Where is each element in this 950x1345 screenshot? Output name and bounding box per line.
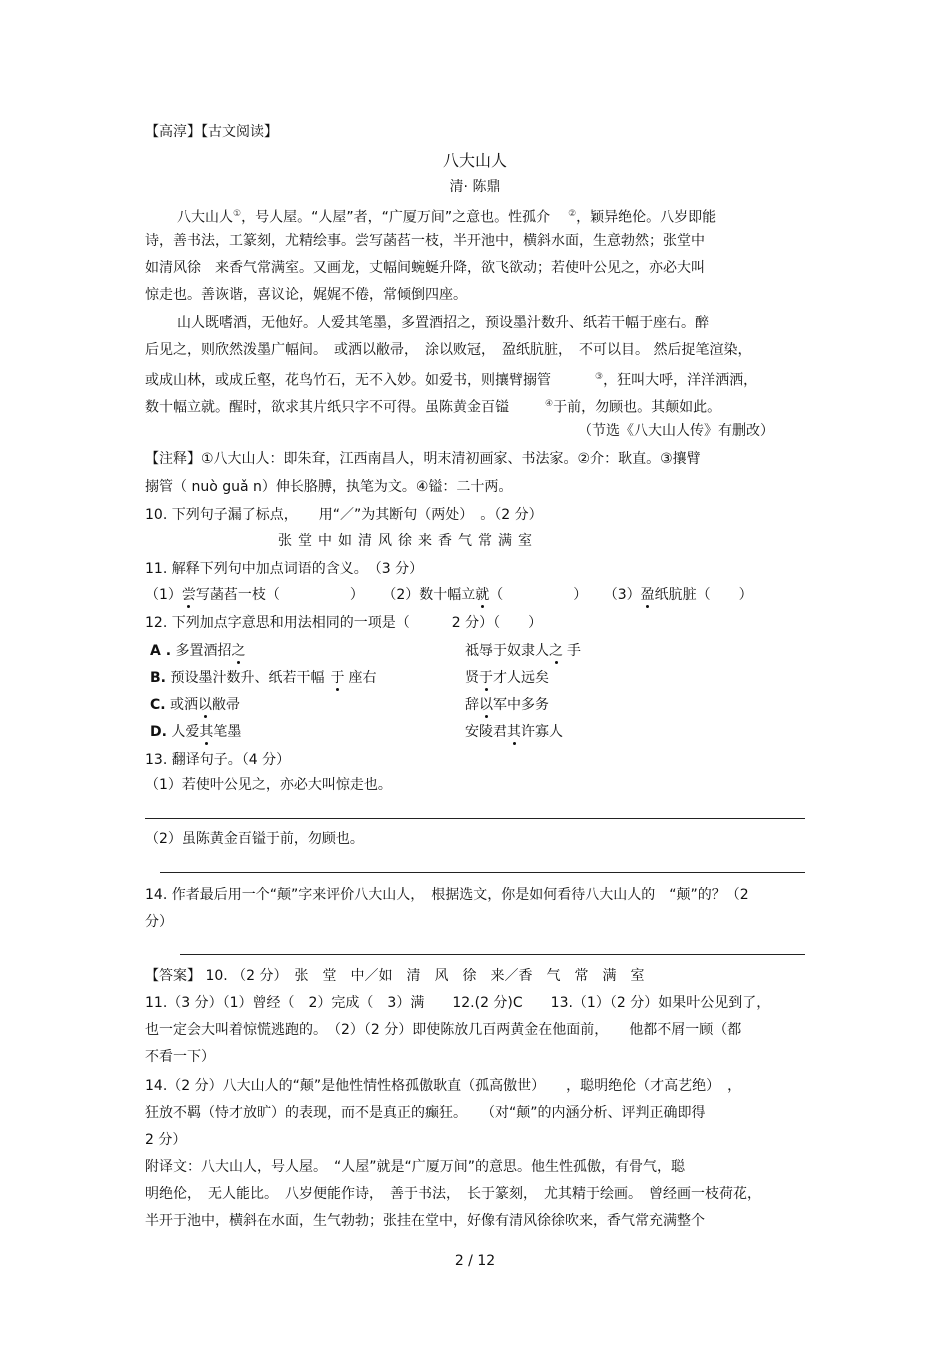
- question-13-stem: 13. 翻译句子。（4 分）: [145, 752, 291, 768]
- answer-line-text: 2 分）: [145, 1132, 187, 1148]
- option-c-compare: 辞以军中多务: [465, 697, 549, 713]
- dotted-word: 于: [330, 670, 345, 686]
- notes-line: 【注释】①八大山人：即朱耷，江西南昌人，明末清初画家、书法家。②介：耿直。③攘臂: [145, 451, 701, 467]
- dotted-word: 以: [479, 697, 493, 713]
- answer-line: [180, 954, 805, 955]
- passage-line: 诗，善书法，工篆刻，尤精绘事。尝写菡萏一枝，半开池中，横斜水面，生意勃然；张堂中: [145, 233, 705, 249]
- answer-line-text: 也一定会大叫着惊慌逃跑的。 （2）（2 分）即使陈放几百两黄金在他面前， 他都不屑一顾（都: [145, 1022, 742, 1038]
- passage-source: （节选《八大山人传》有删改）: [578, 423, 774, 439]
- passage-title: 八大山人: [442, 151, 507, 170]
- option-d-compare: 安陵君其许寡人: [465, 724, 563, 740]
- passage-line: 惊走也。善诙谐，喜议论，娓娓不倦，常倾倒四座。: [145, 287, 467, 303]
- dotted-word: 尝: [181, 587, 196, 603]
- question-13-sentence-2: （2）虽陈黄金百镒于前，勿顾也。: [145, 831, 364, 847]
- answer-line: [160, 872, 805, 873]
- footnote-marker: ③: [595, 372, 604, 382]
- dotted-word: 于: [479, 670, 493, 686]
- question-12-stem: 12. 下列加点字意思和用法相同的一项是（ 2 分）（ ）: [145, 615, 543, 631]
- answer-line-text: 狂放不羁（恃才放旷）的表现，而不是真正的癫狂。 （对“颠”的内涵分析、评判正确即得: [145, 1105, 706, 1121]
- notes-line: 搦管（ nuò guǎ n）伸长胳膊，执笔为文。④镒：二十两。: [145, 479, 513, 495]
- passage-author: 清· 陈鼎: [449, 179, 501, 195]
- translation-line: 半开于池中，横斜在水面，生气勃勃；张挂在堂中，好像有清风徐徐吹来，香气常充满整个: [145, 1213, 705, 1229]
- dotted-word: 其: [507, 724, 521, 740]
- dotted-word: 之: [549, 643, 563, 659]
- dotted-word: 之: [231, 643, 246, 659]
- option-b: B. 预设墨汁数升、纸若干幅 于 座右: [150, 670, 377, 686]
- question-11-items: （1）尝写菡萏一枝（ ） （2）数十幅立就（ ） （3）盈纸肮脏（ ）: [145, 587, 753, 603]
- header-location: 【高淳】: [145, 124, 201, 140]
- footnote-marker: ④: [545, 399, 554, 409]
- question-13-sentence-1: （1）若使叶公见之，亦必大叫惊走也。: [145, 777, 392, 793]
- dotted-word: 盈: [640, 587, 655, 603]
- dotted-word: 就: [475, 587, 490, 603]
- answer-line-text: 不看一下）: [145, 1049, 215, 1065]
- header-line: [145, 122, 278, 142]
- passage-line: 数十幅立就。醒时，欲求其片纸只字不可得。虽陈黄金百镒 ④于前，勿顾也。其颠如此。: [145, 399, 722, 416]
- footnote-marker: ②: [568, 209, 577, 219]
- question-14-line: 分）: [145, 914, 173, 930]
- translation-line: 附译文：八大山人，号人屋。 “人屋”就是“广厦万间”的意思。他生性孤傲，有骨气，聪: [145, 1159, 686, 1175]
- footnote-marker: ①: [233, 209, 242, 219]
- option-d: D. 人爱其笔墨: [150, 724, 242, 740]
- option-a-compare: 祗辱于奴隶人之 手: [465, 643, 581, 659]
- answer-line-text: 11.（3 分）（1）曾经（ 2）完成（ 3）满 12.(2 分)C 13.（1）（2 分）如果叶公见到了，: [145, 995, 771, 1011]
- question-10-sentence: 张堂中如清风徐来香气常满室: [278, 533, 538, 549]
- passage-line: 后见之，则欣然泼墨广幅间。 或洒以敝帚， 涂以败冠， 盈纸肮脏， 不可以目。 然后捉笔渲染，: [145, 342, 752, 358]
- header-section: 【古文阅读】: [201, 124, 278, 140]
- translation-line: 明绝伦， 无人能比。 八岁便能作诗， 善于书法， 长于篆刻， 尤其精于绘画。 曾经画一枝荷花，: [145, 1186, 761, 1202]
- option-a: A . 多置酒招之: [150, 643, 246, 659]
- page-number: 2 / 12: [454, 1253, 496, 1269]
- question-14-line: 14. 作者最后用一个“颠”字来评价八大山人， 根据选文，你是如何看待八大山人的 “颠”的？（2: [145, 887, 749, 903]
- option-b-compare: 贤于才人远矣: [465, 670, 549, 686]
- dotted-word: 其: [199, 724, 214, 740]
- passage-line: 山人既嗜酒，无他好。人爱其笔墨，多置酒招之，预设墨汁数升、纸若干幅于座右。醉: [177, 315, 709, 331]
- answer-line: [145, 818, 805, 819]
- passage-line: 或成山林，或成丘壑，花鸟竹石，无不入妙。如爱书，则攘臂搦管 ③，狂叫大呼，洋洋洒洒，: [145, 372, 758, 389]
- option-c: C. 或洒以敝帚: [150, 697, 241, 713]
- question-10-stem: 10. 下列句子漏了标点， 用“／”为其断句（两处） 。（2 分）: [145, 507, 543, 523]
- question-11-stem: 11. 解释下列句中加点词语的含义。 （3 分）: [145, 561, 424, 577]
- passage-line: 八大山人①，号人屋。“人屋”者，“广厦万间”之意也。性孤介 ②，颖异绝伦。八岁即能: [177, 209, 717, 226]
- passage-line: 如清风徐 来香气常满室。又画龙，丈幅间蜿蜒升降，欲飞欲动；若使叶公见之，亦必大叫: [145, 260, 705, 276]
- answer-line-text: 【答案】 10. （2 分） 张 堂 中／如 清 风 徐 来／香 气 常 满 室: [145, 968, 645, 984]
- answer-line-text: 14.（2 分）八大山人的“颠”是他性情性格孤傲耿直（孤高傲世） ，聪明绝伦（才高艺绝） ，: [145, 1078, 742, 1094]
- dotted-word: 以: [198, 697, 213, 713]
